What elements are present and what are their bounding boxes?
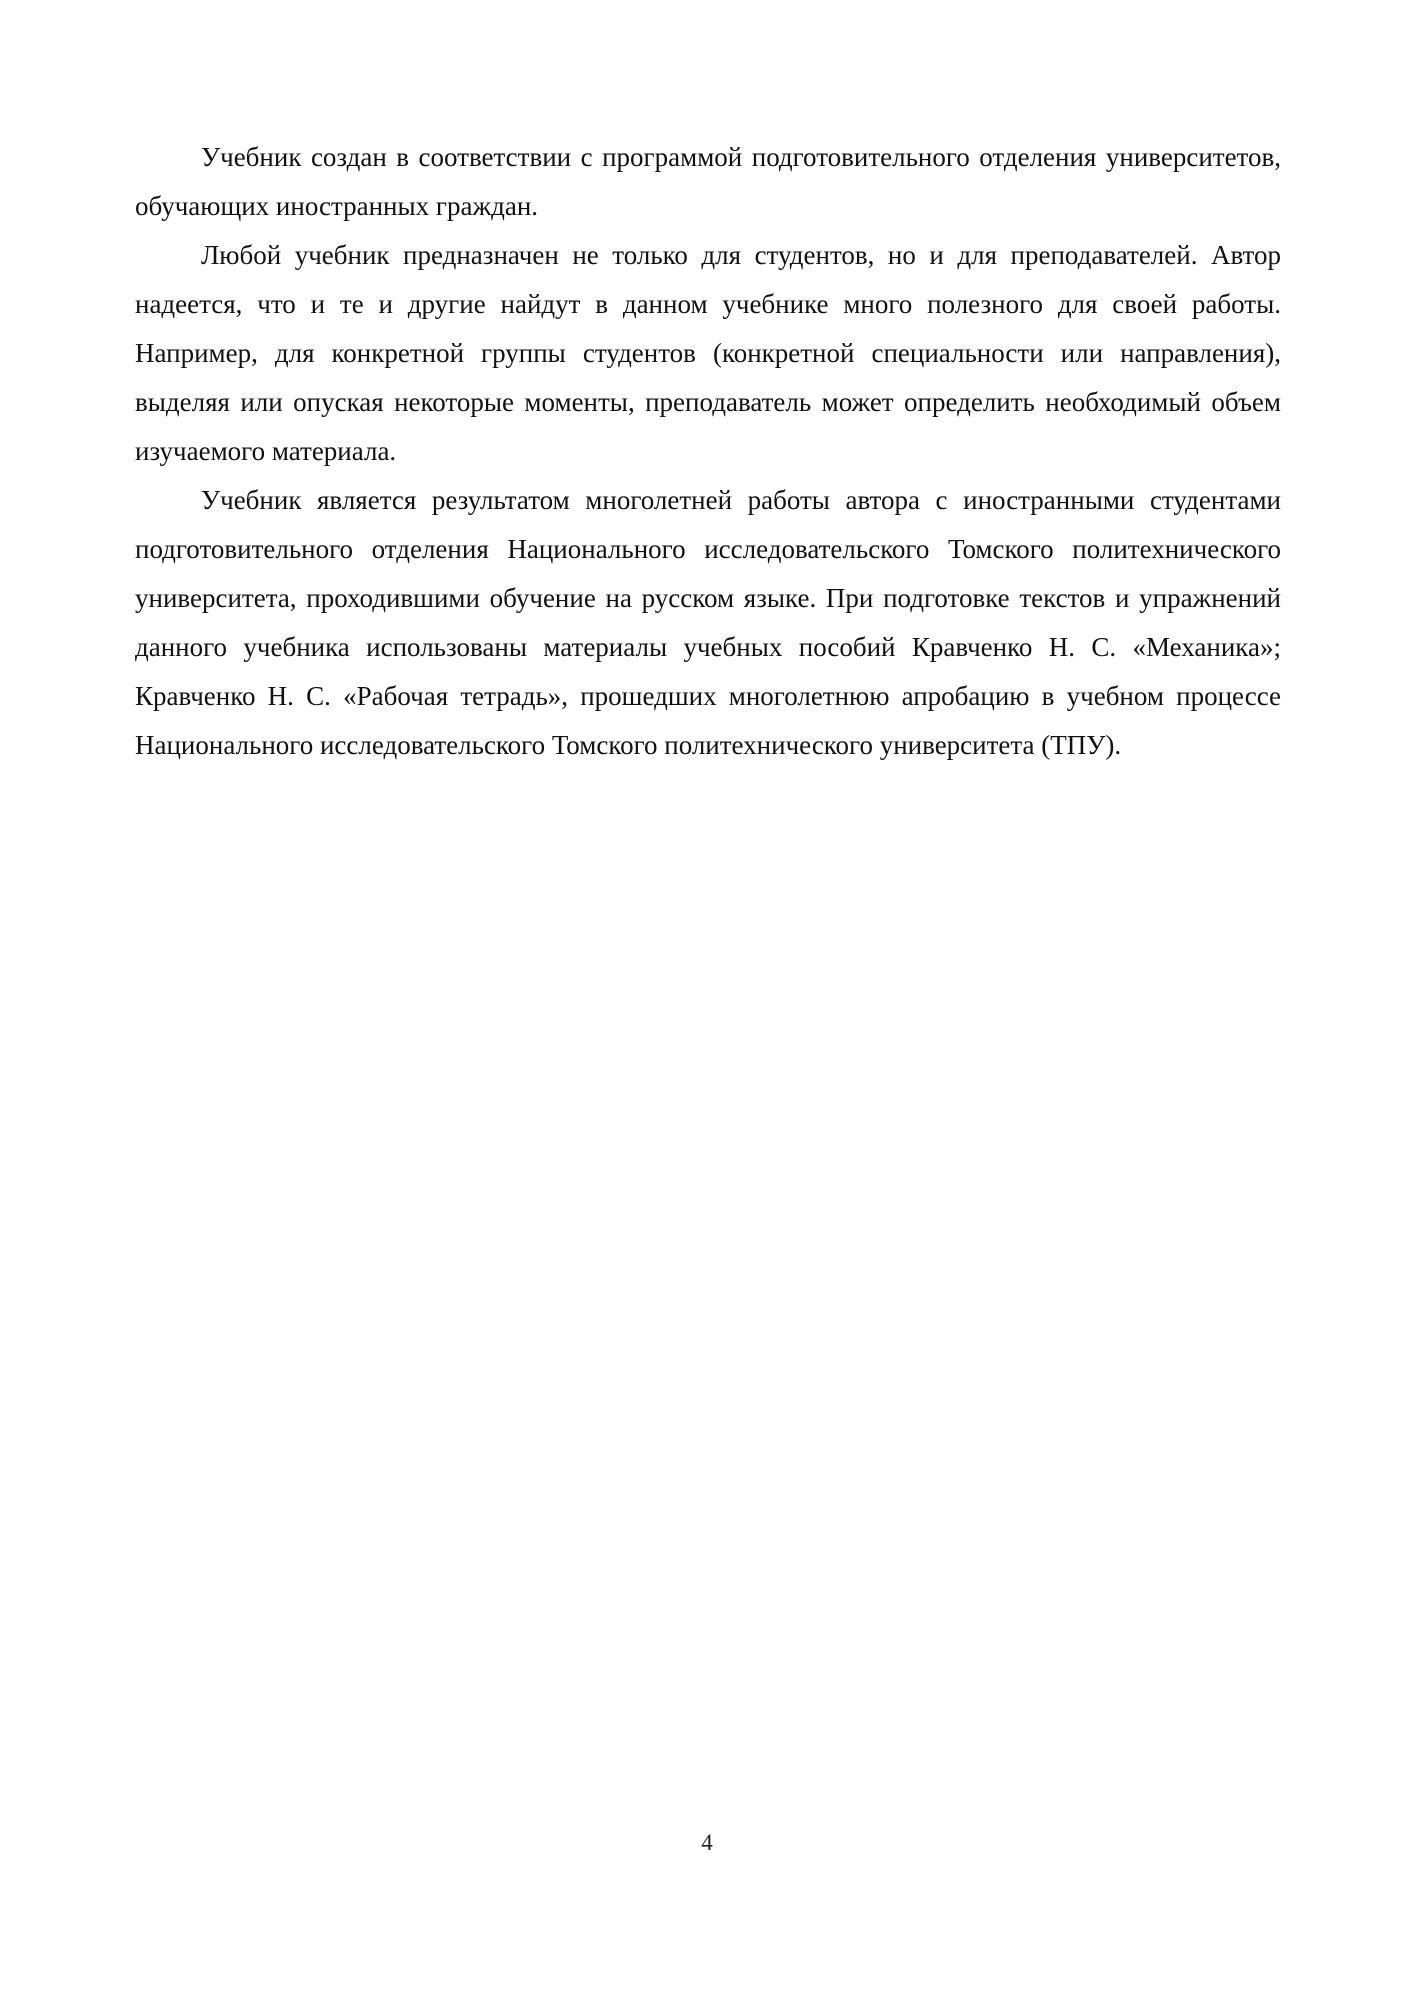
paragraph-textbook-program: Учебник создан в соответствии с программой подготовительного отделения университетов, обучающих иностранных граждан. bbox=[135, 142, 1281, 221]
paragraph-textbook-origin: Учебник является результатом многолетней работы автора с иностранными студентами подготовительного отделения Национального исследовательского Томского политехнического университета, проходившими обучение на русском языке. При подготовке текстов и упражнений данного учебника использованы материалы учебных пособий Кравченко Н. С. «Механика»; Кравченко Н. С. «Рабочая тетрадь», прошедших многолетнюю апробацию в учебном процессе Национального исследовательского Томского политехнического университета (ТПУ). bbox=[135, 485, 1281, 760]
body-text bbox=[135, 133, 1281, 770]
paragraph-textbook-audience: Любой учебник предназначен не только для студентов, но и для преподавателей. Автор надеется, что и те и другие найдут в данном учебнике много полезного для своей работы. Например, для конкретной группы студентов (конкретной специальности или направления), выделяя или опуская некоторые моменты, преподаватель может определить необходимый объем изучаемого материала. bbox=[135, 240, 1281, 466]
page-number: 4 bbox=[701, 1830, 713, 1855]
